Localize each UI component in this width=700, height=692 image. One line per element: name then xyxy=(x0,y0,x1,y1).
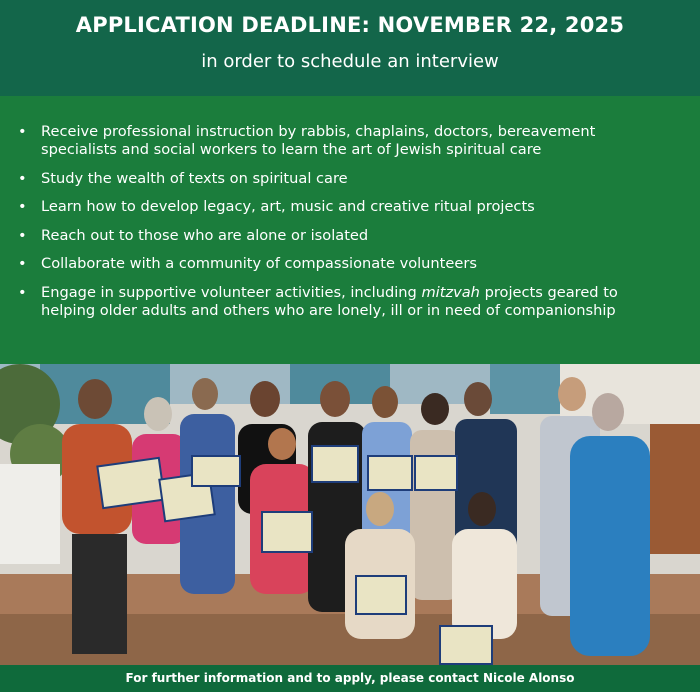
group-photo-illustration xyxy=(0,364,700,665)
list-item-text: Collaborate with a community of compassionate volunteers xyxy=(41,255,477,272)
list-item xyxy=(18,227,658,245)
list-item-text: Study the wealth of texts on spiritual care xyxy=(41,169,348,187)
bullet-marker: • xyxy=(18,123,27,140)
list-item xyxy=(18,170,658,188)
list-item-italic: mitzvah xyxy=(421,283,480,301)
list-item-text: Reach out to those who are alone or isolated xyxy=(41,226,369,244)
list-item-text: Receive professional instruction by rabbis, chaplains, doctors, bereavement specialists and social workers to learn the art of Jewish spiritual care xyxy=(41,123,596,158)
bullet-marker: • xyxy=(18,226,27,244)
list-item xyxy=(18,255,658,273)
bullet-marker: • xyxy=(18,169,27,187)
list-item-text-start: Engage in supportive volunteer activities, including xyxy=(41,283,422,301)
contact-footer: For further information and to apply, please contact Nicole Alonso xyxy=(0,665,700,692)
deadline-subtitle: in order to schedule an interview xyxy=(201,51,499,72)
list-item-text-end: projects geared to helping older adults and others who are lonely, ill or in need of companionship xyxy=(41,283,618,319)
benefits-list xyxy=(18,123,658,330)
deadline-header xyxy=(0,0,700,96)
bullet-marker: • xyxy=(18,283,27,301)
list-item-text: Learn how to develop legacy, art, music and creative ritual projects xyxy=(41,198,535,215)
list-item xyxy=(18,284,658,320)
list-item xyxy=(18,123,658,159)
list-item xyxy=(18,198,658,216)
bullet-marker: • xyxy=(18,255,27,272)
bullet-marker: • xyxy=(18,198,27,215)
group-photo xyxy=(0,364,700,665)
benefits-section xyxy=(0,96,700,364)
deadline-title: APPLICATION DEADLINE: NOVEMBER 22, 2025 xyxy=(75,13,625,37)
